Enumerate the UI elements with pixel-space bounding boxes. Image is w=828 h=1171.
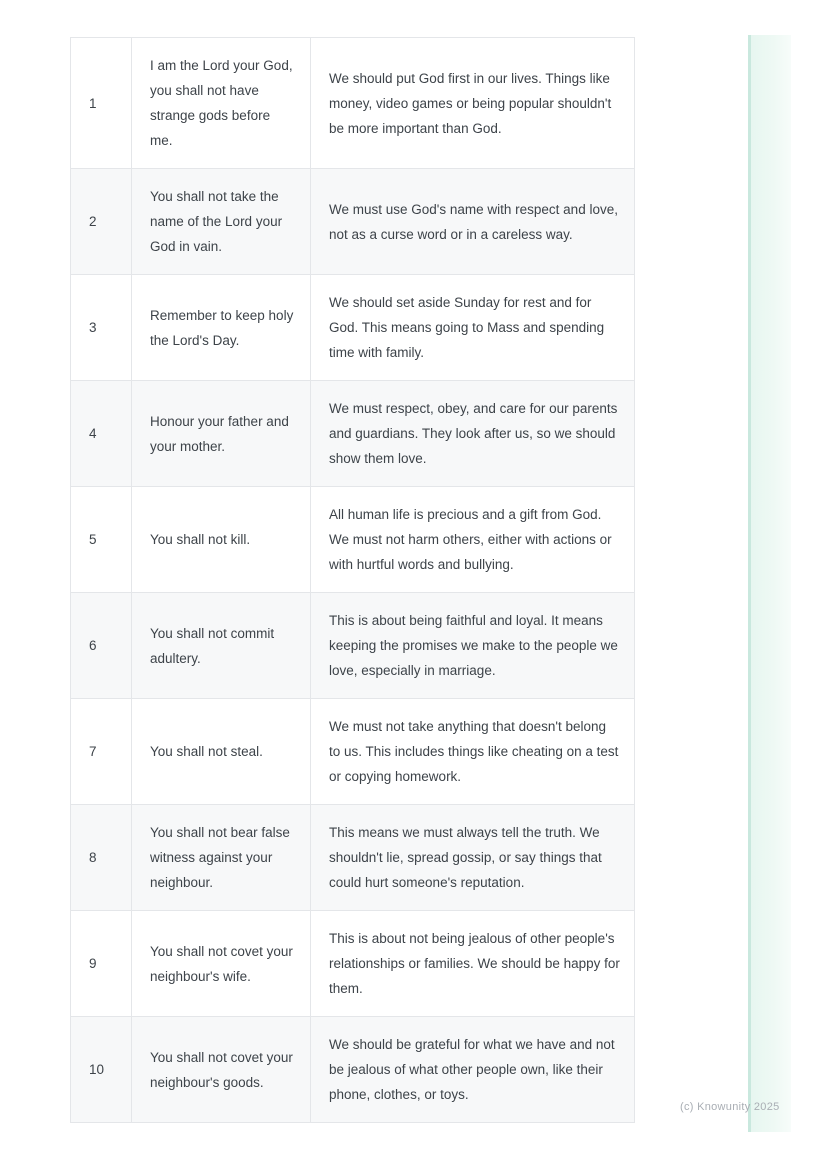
- commandment-cell: You shall not covet your neighbour's wife.: [132, 911, 311, 1017]
- commandment-cell: Remember to keep holy the Lord's Day.: [132, 275, 311, 381]
- table-row: [71, 169, 635, 275]
- table-row: [71, 275, 635, 381]
- explanation-cell: This means we must always tell the truth. We shouldn't lie, spread gossip, or say things that could hurt someone's reputation.: [311, 805, 635, 911]
- table-row: [71, 1017, 635, 1123]
- table-row: [71, 593, 635, 699]
- explanation-cell: We should put God first in our lives. Things like money, video games or being popular shouldn't be more important than God.: [311, 38, 635, 169]
- explanation-cell: This is about not being jealous of other people's relationships or families. We should be happy for them.: [311, 911, 635, 1017]
- explanation-cell: We should be grateful for what we have and not be jealous of what other people own, like their phone, clothes, or toys.: [311, 1017, 635, 1123]
- commandment-cell: You shall not covet your neighbour's goods.: [132, 1017, 311, 1123]
- row-number-cell: 7: [71, 699, 132, 805]
- explanation-cell: All human life is precious and a gift from God. We must not harm others, either with actions or with hurtful words and bullying.: [311, 487, 635, 593]
- commandments-table: [70, 37, 635, 1123]
- commandment-cell: I am the Lord your God, you shall not have strange gods before me.: [132, 38, 311, 169]
- explanation-cell: We must not take anything that doesn't belong to us. This includes things like cheating on a test or copying homework.: [311, 699, 635, 805]
- table-row: [71, 487, 635, 593]
- watermark: (c) Knowunity 2025: [680, 1101, 780, 1113]
- row-number-cell: 9: [71, 911, 132, 1017]
- explanation-cell: We must use God's name with respect and love, not as a curse word or in a careless way.: [311, 169, 635, 275]
- page-edge-stripe: [748, 35, 791, 1132]
- row-number-cell: 8: [71, 805, 132, 911]
- row-number-cell: 3: [71, 275, 132, 381]
- commandment-cell: You shall not steal.: [132, 699, 311, 805]
- row-number-cell: 1: [71, 38, 132, 169]
- commandments-table-container: [70, 37, 636, 1133]
- table-row: [71, 38, 635, 169]
- explanation-cell: We should set aside Sunday for rest and for God. This means going to Mass and spending time with family.: [311, 275, 635, 381]
- commandment-cell: Honour your father and your mother.: [132, 381, 311, 487]
- table-row: [71, 805, 635, 911]
- row-number-cell: 5: [71, 487, 132, 593]
- table-row: [71, 381, 635, 487]
- table-row: [71, 911, 635, 1017]
- row-number-cell: 2: [71, 169, 132, 275]
- row-number-cell: 6: [71, 593, 132, 699]
- explanation-cell: This is about being faithful and loyal. It means keeping the promises we make to the people we love, especially in marriage.: [311, 593, 635, 699]
- commandment-cell: You shall not kill.: [132, 487, 311, 593]
- table-row: [71, 699, 635, 805]
- commandment-cell: You shall not take the name of the Lord your God in vain.: [132, 169, 311, 275]
- row-number-cell: 4: [71, 381, 132, 487]
- commandment-cell: You shall not commit adultery.: [132, 593, 311, 699]
- row-number-cell: 10: [71, 1017, 132, 1123]
- commandment-cell: You shall not bear false witness against your neighbour.: [132, 805, 311, 911]
- explanation-cell: We must respect, obey, and care for our parents and guardians. They look after us, so we should show them love.: [311, 381, 635, 487]
